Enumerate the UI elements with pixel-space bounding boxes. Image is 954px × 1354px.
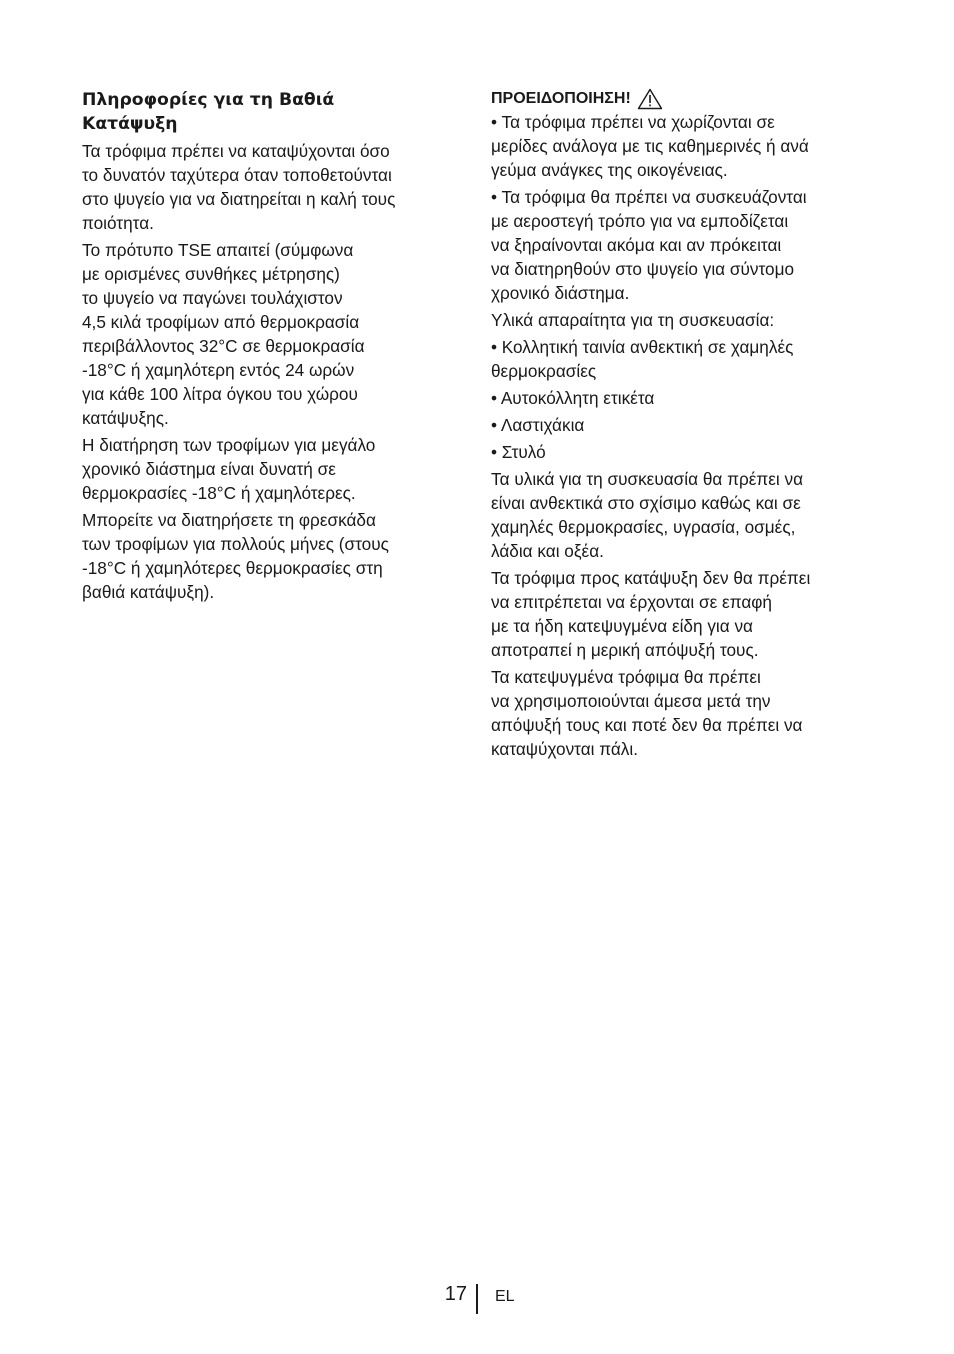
paragraph-no-refreeze: Τα κατεψυγμένα τρόφιμα θα πρέπει να χρησιμοποιούνται άμεσα μετά την απόψυξή τους και ποτέ δεν θα πρέπει να καταψύχονται πάλι. [491,667,803,759]
paragraph-portions: • Τα τρόφιμα πρέπει να χωρίζονται σε μερίδες ανάλογα με τις καθημερινές ή ανά γεύμα ανάγκες της οικογένειας. [491,112,809,180]
warning-triangle-icon [637,88,663,110]
warning-heading [491,88,881,110]
list-item-tape: • Κολλητική ταινία ανθεκτική σε χαμηλές θερμοκρασίες [491,337,794,381]
paragraph-no-contact: Τα τρόφιμα προς κατάψυξη δεν θα πρέπει να επιτρέπεται να έρχονται σε επαφή με τα ήδη κατεψυγμένα είδη για να αποτραπεί η μερική απόψυξή τους. [491,568,811,660]
right-column [491,88,881,764]
paragraph-materials-heading: Υλικά απαραίτητα για τη συσκευασία: [491,310,775,330]
paragraph-airtight: • Τα τρόφιμα θα πρέπει να συσκευάζονται με αεροστεγή τρόπο για να εμποδίζεται να ξηραίνονται ακόμα και αν πρόκειται να διατηρηθούν στο ψυγείο για σύντομο χρονικό διάστημα. [491,187,807,303]
list-item-label: • Αυτοκόλλητη ετικέτα [491,388,655,408]
paragraph-material-resistance: Τα υλικά για τη συσκευασία θα πρέπει να είναι ανθεκτικά στο σχίσιμο καθώς και σε χαμηλές θερμοκρασίες, υγρασία, οσμές, λάδια και οξέα. [491,469,804,561]
language-code: EL [495,1288,515,1305]
list-item-pen: • Στυλό [491,442,546,462]
paragraph-freshness: Μπορείτε να διατηρήσετε τη φρεσκάδα των τροφίμων για πολλούς μήνες (στους -18°C ή χαμηλότερες θερμοκρασίες στη βαθιά κατάψυξη). [82,510,389,602]
left-column [82,88,472,607]
warning-title: ΠΡΟΕΙΔΟΠΟΙΗΣΗ! [491,90,631,107]
paragraph-freezing-speed: Τα τρόφιμα πρέπει να καταψύχονται όσο το δυνατόν ταχύτερα όταν τοποθετούνται στο ψυγείο για να διατηρείται η καλή τους ποιότητα. [82,141,396,233]
page-footer [0,1282,954,1314]
page-number: 17 [444,1283,467,1305]
paragraph-tse-standard: Το πρότυπο TSE απαιτεί (σύμφωνα με ορισμένες συνθήκες μέτρησης) το ψυγείο να παγώνει τουλάχιστον 4,5 κιλά τροφίμων από θερμοκρασία περιβάλλοντος 32°C σε θερμοκρασία -18°C ή χαμηλότερη εντός 24 ωρών για κάθε 100 λίτρα όγκου του χώρου κατάψυξης. [82,240,365,428]
paragraph-long-storage: Η διατήρηση των τροφίμων για μεγάλο χρονικό διάστημα είναι δυνατή σε θερμοκρασίες -18°C ή χαμηλότερες. [82,435,376,503]
section-title: Πληροφορίες για τη Βαθιά Κατάψυξη [82,90,335,134]
footer-divider [476,1284,478,1314]
list-item-rubber-bands: • Λαστιχάκια [491,415,585,435]
